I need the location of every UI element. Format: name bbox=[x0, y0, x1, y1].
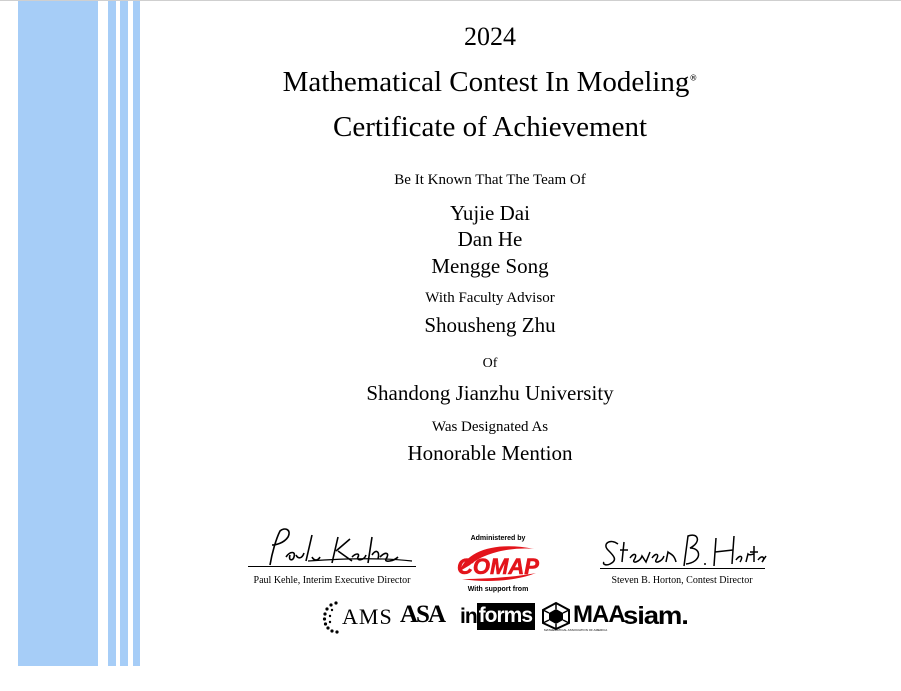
signature-steven-horton bbox=[598, 530, 768, 570]
team-member: Dan He bbox=[457, 227, 523, 251]
certificate-year: 2024 bbox=[464, 22, 516, 51]
administered-by-label: Administered by bbox=[470, 535, 526, 542]
left-stripe-2 bbox=[120, 1, 128, 666]
institution-name: Shandong Jianzhu University bbox=[366, 381, 614, 405]
signature-paul-kehle bbox=[248, 527, 416, 567]
asa-logo: ASA bbox=[400, 601, 445, 628]
signature-caption-right: Steven B. Horton, Contest Director bbox=[611, 575, 753, 586]
team-member: Mengge Song bbox=[431, 254, 549, 278]
maa-polyhedron-icon bbox=[540, 601, 572, 631]
contest-name: Mathematical Contest In Modeling bbox=[282, 66, 690, 98]
advisor-label: With Faculty Advisor bbox=[425, 290, 555, 306]
siam-logo: siam. bbox=[623, 602, 688, 630]
left-stripe-wide bbox=[18, 1, 98, 666]
certificate-subtitle: Certificate of Achievement bbox=[332, 111, 648, 143]
team-member: Yujie Dai bbox=[450, 201, 530, 225]
signature-caption-left: Paul Kehle, Interim Executive Director bbox=[253, 575, 411, 586]
ams-logo: AMS bbox=[342, 604, 393, 629]
signature-line-right bbox=[600, 568, 765, 569]
sponsor-logos bbox=[322, 598, 702, 638]
comap-logo-text: COMAP bbox=[457, 554, 539, 579]
advisor-name: Shousheng Zhu bbox=[424, 313, 556, 337]
left-stripe-3 bbox=[133, 1, 140, 666]
informs-prefix: in bbox=[460, 605, 477, 628]
registered-mark: ® bbox=[689, 73, 698, 83]
signature-line-left bbox=[248, 566, 416, 567]
informs-boxed-text: forms bbox=[477, 603, 535, 630]
left-stripe-1 bbox=[108, 1, 116, 666]
comap-logo bbox=[456, 543, 540, 583]
intro-text: Be It Known That The Team Of bbox=[394, 172, 586, 188]
maa-logo: MAA bbox=[573, 601, 625, 628]
maa-subtitle: MATHEMATICAL ASSOCIATION OF AMERICA bbox=[544, 628, 608, 632]
contest-title bbox=[250, 66, 730, 99]
of-label: Of bbox=[482, 356, 498, 371]
ams-dots-icon bbox=[322, 600, 344, 634]
support-label: With support from bbox=[467, 586, 529, 593]
award-designation: Honorable Mention bbox=[407, 441, 573, 465]
designation-label: Was Designated As bbox=[431, 419, 549, 435]
informs-logo bbox=[460, 603, 535, 633]
